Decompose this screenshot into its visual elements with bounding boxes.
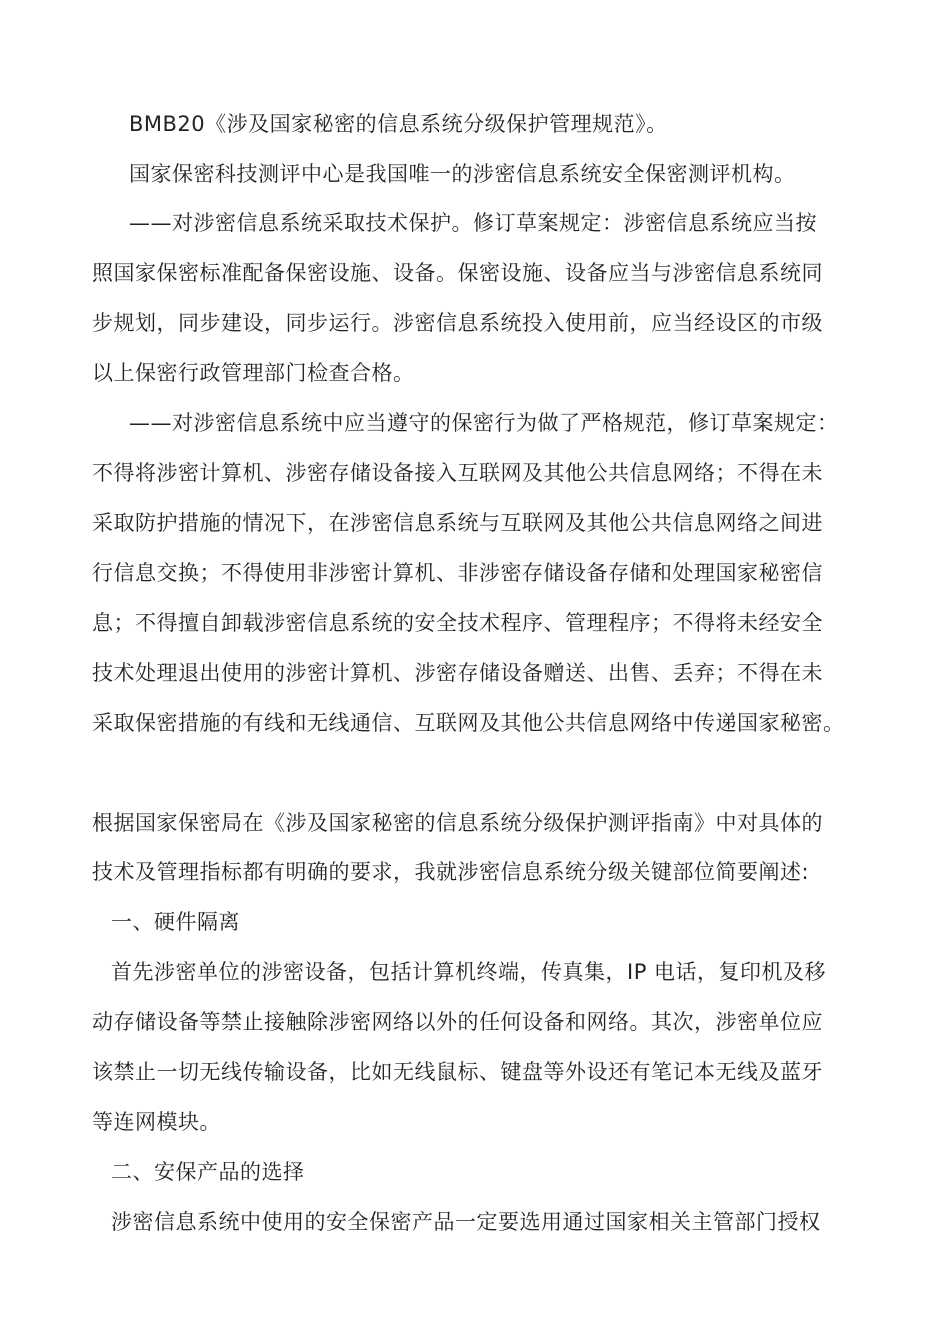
- text-line: 等连网模块。: [92, 1110, 221, 1134]
- text-line: 采取保密措施的有线和无线通信、互联网及其他公共信息网络中传递国家秘密。: [92, 711, 845, 735]
- text-line: 采取防护措施的情况下，在涉密信息系统与互联网及其他公共信息网络之间进: [92, 511, 823, 535]
- text-line: ——对涉密信息系统采取技术保护。修订草案规定：涉密信息系统应当按: [129, 211, 817, 235]
- text-line: ——对涉密信息系统中应当遵守的保密行为做了严格规范，修订草案规定：: [129, 411, 839, 435]
- text-line: 不得将涉密计算机、涉密存储设备接入互联网及其他公共信息网络；不得在未: [92, 461, 823, 485]
- text-line: 步规划，同步建设，同步运行。涉密信息系统投入使用前，应当经设区的市级: [92, 311, 823, 335]
- text-line: 涉密信息系统中使用的安全保密产品一定要选用通过国家相关主管部门授权: [111, 1210, 821, 1234]
- text-line: 照国家保密标准配备保密设施、设备。保密设施、设备应当与涉密信息系统同: [92, 261, 823, 285]
- text-line: BMB20《涉及国家秘密的信息系统分级保护管理规范》。: [129, 112, 668, 136]
- text-line: 动存储设备等禁止接触除涉密网络以外的任何设备和网络。其次，涉密单位应: [92, 1010, 823, 1034]
- section-heading: 二、安保产品的选择: [111, 1160, 305, 1184]
- text-line: 国家保密科技测评中心是我国唯一的涉密信息系统安全保密测评机构。: [129, 162, 796, 186]
- text-line: 技术处理退出使用的涉密计算机、涉密存储设备赠送、出售、丢弃；不得在未: [92, 661, 823, 685]
- text-line: 首先涉密单位的涉密设备，包括计算机终端，传真集，IP 电话，复印机及移: [111, 960, 827, 984]
- text-line: 息；不得擅自卸载涉密信息系统的安全技术程序、管理程序；不得将未经安全: [92, 611, 823, 635]
- text-line: 技术及管理指标都有明确的要求，我就涉密信息系统分级关键部位简要阐述:: [92, 860, 810, 884]
- section-heading: 一、硬件隔离: [111, 910, 240, 934]
- text-line: 行信息交换；不得使用非涉密计算机、非涉密存储设备存储和处理国家秘密信: [92, 561, 823, 585]
- text-line: 以上保密行政管理部门检查合格。: [92, 361, 415, 385]
- document-page: [92, 0, 872, 1344]
- text-line: 根据国家保密局在《涉及国家秘密的信息系统分级保护测评指南》中对具体的: [92, 811, 823, 835]
- text-line: 该禁止一切无线传输设备，比如无线鼠标、键盘等外设还有笔记本无线及蓝牙: [92, 1060, 823, 1084]
